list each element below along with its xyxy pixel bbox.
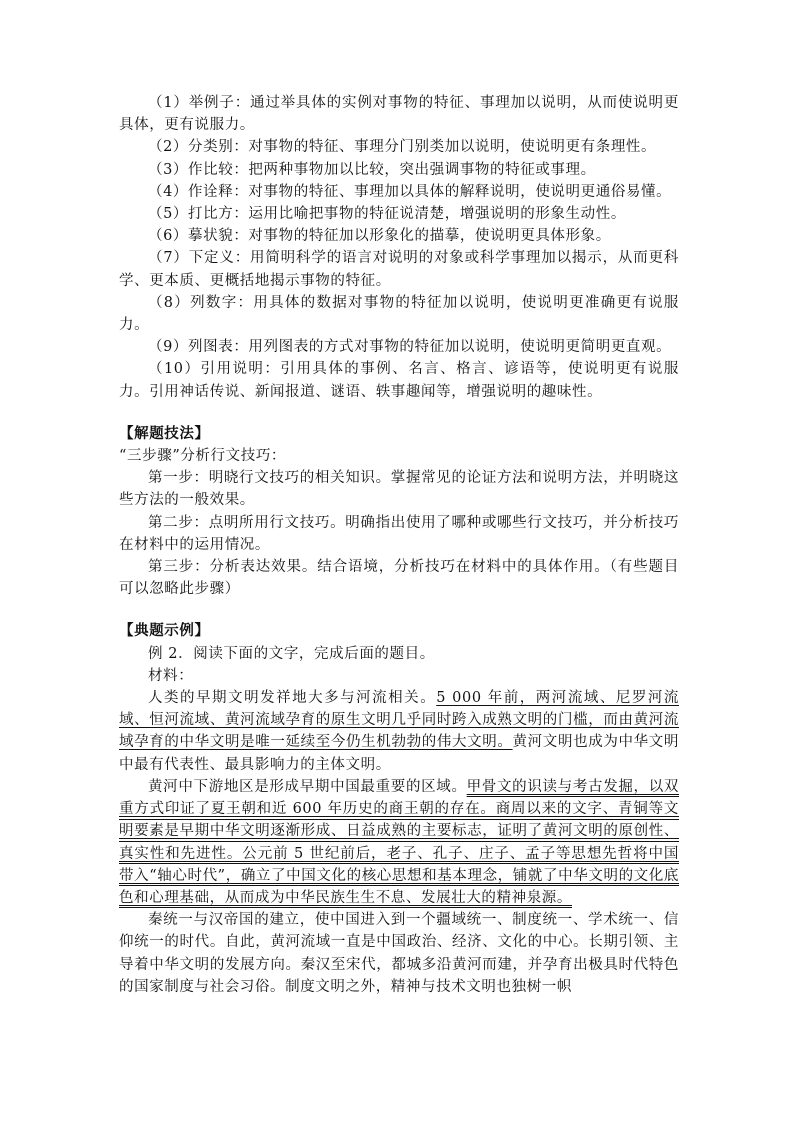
- method-item-4: （4）作诠释：对事物的特征、事理加以具体的解释说明，使说明更通俗易懂。: [148, 183, 672, 200]
- technique-heading: 【解题技法】: [119, 425, 210, 442]
- para1-plain: 人类的早期文明发祥地大多与河流相关。: [148, 690, 437, 707]
- method-item-3: （3）作比较：把两种事物加以比较，突出强调事物的特征或事理。: [148, 161, 596, 178]
- method-item-8: （8）列数字：用具体的数据对事物的特征加以说明，使说明更准确更有说服力。: [119, 294, 679, 334]
- material-label: 材料：: [148, 667, 194, 684]
- material-paragraph-1: [119, 687, 679, 776]
- method-item-9: （9）列图表：用列图表的方式对事物的特征加以说明，使说明更简明更直观。: [148, 339, 672, 356]
- method-item-6: （6）摹状貌：对事物的特征加以形象化的描摹，使说明更具体形象。: [148, 228, 611, 245]
- para1-tail: 黄河文明也成为中华文明中最有代表性、最具影响力的主体文明。: [119, 734, 679, 773]
- technique-step-3: 第三步：分析表达效果。结合语境，分析技巧在材料中的具体作用。（有些题目可以忽略此步骤）: [119, 559, 679, 598]
- method-item-1: （1）举例子：通过举具体的实例对事物的特征、事理加以说明，从而使说明更具体，更有说服力。: [119, 95, 679, 134]
- example-prompt: 例 2．阅读下面的文字，完成后面的题目。: [148, 645, 435, 662]
- document-page: [119, 92, 679, 998]
- material-paragraph-2: [119, 776, 679, 909]
- para1-underlined-sentence: 5 000 年前，两河流域、尼罗河流域、恒河流域、黄河流域孕育的原生文明几乎同时跨入成熟文明的门槛，而由黄河流域孕育的中华文明是唯一延续至今仍生机勃勃的伟大文明。: [119, 690, 679, 751]
- technique-step-2: 第二步：点明所用行文技巧。明确指出使用了哪种或哪些行文技巧，并分析技巧在材料中的运用情况。: [119, 514, 679, 553]
- para2-plain: 黄河中下游地区是形成早期中国最重要的区域。: [148, 778, 467, 795]
- method-item-2: （2）分类别：对事物的特征、事理分门别类加以说明，使说明更有条理性。: [148, 139, 657, 156]
- explanation-methods-list: [119, 92, 679, 403]
- example-heading: 【典题示例】: [119, 623, 210, 640]
- method-item-10: （10）引用说明：引用具体的事例、名言、格言、谚语等，使说明更有说服力。引用神话传说、新闻报道、谜语、轶事趣闻等，增强说明的趣味性。: [119, 361, 679, 400]
- technique-intro: “三步骤”分析行文技巧：: [119, 448, 287, 465]
- material-paragraph-3: 秦统一与汉帝国的建立，使中国进入到一个疆域统一、制度统一、学术统一、信仰统一的时代。自此，黄河流域一直是中国政治、经济、文化的中心。长期引领、主导着中华文明的发展方向。秦汉至宋代，都城多沿黄河而建，并孕育出极具时代特色的国家制度与社会习俗。制度文明之外，精神与技术文明也独树一帜: [119, 912, 679, 995]
- technique-step-1: 第一步：明晓行文技巧的相关知识。掌握常见的论证方法和说明方法，并明晓这些方法的一般效果。: [119, 470, 679, 509]
- method-item-7: （7）下定义：用简明科学的语言对说明的对象或科学事理加以揭示，从而更科学、更本质、更概括地揭示事物的特征。: [119, 250, 679, 289]
- para2-underlined-passage: 甲骨文的识读与考古发掘，以双重方式印证了夏王朝和近 600 年历史的商王朝的存在。商周以来的文字、青铜等文明要素是早期中华文明逐渐形成、日益成熟的主要标志，证明了黄河文明的原创性、真实性和先进性。公元前 5 世纪前后，老子、孔子、庄子、孟子等思想先哲将中国带入“轴心时代”，确立了中国文化的核心思想和基本理念，铺就了中华文明的文化底色和心理基础，从而成为中华民族生生不息、发展壮大的精神泉源。: [119, 778, 679, 906]
- method-item-5: （5）打比方：运用比喻把事物的特征说清楚，增强说明的形象生动性。: [148, 206, 626, 223]
